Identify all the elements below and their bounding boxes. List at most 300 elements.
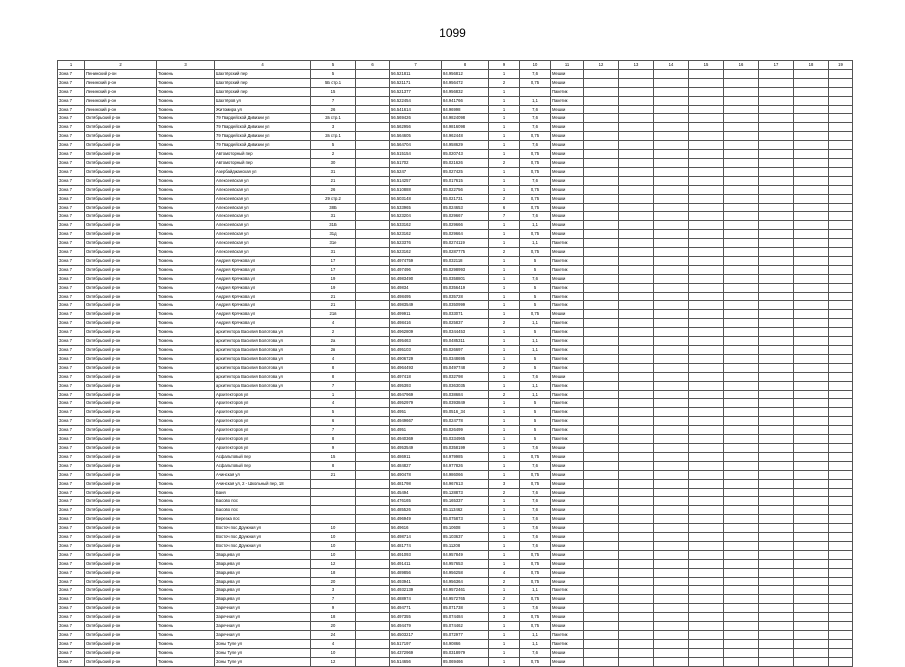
table-cell: Пенинский р-он xyxy=(85,69,157,78)
table-cell: 7,6 xyxy=(520,114,551,123)
table-cell xyxy=(689,497,724,506)
table-cell: 56.491411 xyxy=(390,559,442,568)
table-cell: Зварцева ул xyxy=(215,550,311,559)
table-cell xyxy=(829,604,853,613)
table-row xyxy=(58,533,853,542)
table-cell xyxy=(584,150,619,159)
table-cell xyxy=(724,346,759,355)
table-cell: Зона 7 xyxy=(58,292,85,301)
table-cell: 56.521171 xyxy=(390,78,442,87)
table-cell: 1 xyxy=(489,533,520,542)
table-cell: 21 xyxy=(311,470,356,479)
table-row xyxy=(58,141,853,150)
table-cell: 1 xyxy=(489,515,520,524)
table-cell: Октябрьский р-он xyxy=(85,399,157,408)
table-cell xyxy=(794,132,829,141)
column-header: 5 xyxy=(311,61,356,70)
table-cell: Тюмень xyxy=(157,515,215,524)
table-cell: 1,1 xyxy=(520,221,551,230)
table-cell xyxy=(724,399,759,408)
table-cell: 56.494479 xyxy=(390,622,442,631)
table-cell xyxy=(584,622,619,631)
table-cell: Тюмень xyxy=(157,586,215,595)
table-cell xyxy=(619,435,654,444)
table-cell: 56.515154 xyxy=(390,150,442,159)
table-cell xyxy=(724,230,759,239)
table-cell xyxy=(829,381,853,390)
table-cell: Октябрьский р-он xyxy=(85,622,157,631)
table-cell: Тюмень xyxy=(157,648,215,657)
table-cell xyxy=(654,78,689,87)
table-cell xyxy=(654,443,689,452)
table-cell: 0,75 xyxy=(520,550,551,559)
table-cell: Тюмень xyxy=(157,506,215,515)
table-cell: 56.4949667 xyxy=(390,417,442,426)
table-cell xyxy=(689,132,724,141)
table-cell: Алексеевская ул xyxy=(215,248,311,257)
table-cell: 8 xyxy=(311,372,356,381)
table-cell: Октябрьский р-он xyxy=(85,533,157,542)
table-cell: Октябрьский р-он xyxy=(85,265,157,274)
table-cell: Октябрьский р-он xyxy=(85,283,157,292)
table-cell xyxy=(584,158,619,167)
table-cell: 1 xyxy=(489,221,520,230)
table-cell xyxy=(619,613,654,622)
table-cell xyxy=(829,497,853,506)
table-cell: 19 xyxy=(311,274,356,283)
table-cell xyxy=(584,408,619,417)
table-cell: Тюмень xyxy=(157,176,215,185)
table-cell xyxy=(794,390,829,399)
table-cell: 85.0350999 xyxy=(442,301,489,310)
table-cell: 56.496949 xyxy=(390,515,442,524)
table-cell xyxy=(520,87,551,96)
table-row xyxy=(58,132,853,141)
table-cell: 7,6 xyxy=(520,648,551,657)
table-cell xyxy=(724,194,759,203)
table-cell: Зона 7 xyxy=(58,577,85,586)
table-cell: Октябрьский р-он xyxy=(85,506,157,515)
table-cell xyxy=(584,114,619,123)
table-cell xyxy=(584,506,619,515)
table-cell: 2 xyxy=(311,150,356,159)
table-cell: 56.514257 xyxy=(390,176,442,185)
table-cell xyxy=(584,363,619,372)
table-cell xyxy=(759,390,794,399)
table-cell: 1,1 xyxy=(520,390,551,399)
table-cell: 5 xyxy=(520,265,551,274)
table-cell: Мешки xyxy=(551,443,584,452)
table-cell: 6 xyxy=(311,417,356,426)
table-row xyxy=(58,354,853,363)
table-cell: Мешки xyxy=(551,452,584,461)
table-cell xyxy=(794,158,829,167)
table-cell: 56.497418 xyxy=(390,372,442,381)
table-cell xyxy=(654,283,689,292)
table-cell xyxy=(794,274,829,283)
table-row xyxy=(58,239,853,248)
table-cell: Зона 7 xyxy=(58,141,85,150)
table-cell: 5 xyxy=(520,426,551,435)
table-cell: 2 xyxy=(311,328,356,337)
table-row xyxy=(58,346,853,355)
table-row xyxy=(58,221,853,230)
column-header: 14 xyxy=(654,61,689,70)
table-cell: Мешки xyxy=(551,310,584,319)
column-header: 15 xyxy=(689,61,724,70)
table-cell xyxy=(619,559,654,568)
table-cell xyxy=(654,604,689,613)
table-cell: Тюмень xyxy=(157,461,215,470)
table-cell: 85.026697 xyxy=(442,346,489,355)
table-cell: Андрея Крячкова ул xyxy=(215,283,311,292)
table-cell xyxy=(759,283,794,292)
table-cell: 1 xyxy=(489,381,520,390)
table-cell xyxy=(619,541,654,550)
table-cell: 56.5247 xyxy=(390,167,442,176)
table-cell: 84.956832 xyxy=(442,87,489,96)
table-cell: 56.523204 xyxy=(390,212,442,221)
table-cell xyxy=(356,185,390,194)
table-cell: 1,1 xyxy=(520,337,551,346)
table-cell: 1 xyxy=(489,123,520,132)
table-cell xyxy=(689,292,724,301)
table-cell: Тюмень xyxy=(157,239,215,248)
table-cell xyxy=(689,78,724,87)
table-cell xyxy=(829,399,853,408)
table-cell: Тюмень xyxy=(157,301,215,310)
table-cell xyxy=(794,78,829,87)
table-cell: 2в стр.1 xyxy=(311,132,356,141)
table-cell xyxy=(829,176,853,185)
table-cell xyxy=(724,506,759,515)
table-cell xyxy=(829,390,853,399)
table-cell xyxy=(356,292,390,301)
table-cell xyxy=(724,328,759,337)
table-cell xyxy=(689,452,724,461)
table-cell: Тюмень xyxy=(157,417,215,426)
table-row xyxy=(58,69,853,78)
table-cell: Пакетик xyxy=(551,283,584,292)
table-cell: 1 xyxy=(489,283,520,292)
table-cell xyxy=(689,426,724,435)
table-row xyxy=(58,452,853,461)
table-cell xyxy=(619,631,654,640)
table-cell xyxy=(829,158,853,167)
table-cell xyxy=(829,114,853,123)
table-row xyxy=(58,265,853,274)
table-cell xyxy=(654,426,689,435)
table-cell: Мешки xyxy=(551,69,584,78)
table-cell: 7,6 xyxy=(520,176,551,185)
table-cell: 79 Гвардейской Дивизии ул xyxy=(215,123,311,132)
table-cell: Зона 7 xyxy=(58,354,85,363)
table-cell xyxy=(759,497,794,506)
table-cell xyxy=(724,550,759,559)
table-cell xyxy=(794,399,829,408)
table-cell: Зона 7 xyxy=(58,524,85,533)
table-cell xyxy=(759,274,794,283)
table-cell: 56.498495 xyxy=(390,292,442,301)
table-cell: 31е xyxy=(311,239,356,248)
table-cell: 56.4952979 xyxy=(390,399,442,408)
table-cell xyxy=(759,533,794,542)
table-cell xyxy=(654,123,689,132)
table-cell: 7,6 xyxy=(520,541,551,550)
table-cell xyxy=(794,123,829,132)
table-cell: 56.523162 xyxy=(390,230,442,239)
table-cell: 2в стр.1 xyxy=(311,114,356,123)
table-cell xyxy=(356,390,390,399)
table-cell xyxy=(619,586,654,595)
table-cell xyxy=(759,328,794,337)
table-cell xyxy=(794,221,829,230)
table-cell: 0,75 xyxy=(520,613,551,622)
table-cell xyxy=(654,185,689,194)
table-cell xyxy=(356,488,390,497)
table-cell: Октябрьский р-он xyxy=(85,363,157,372)
table-cell: Октябрьский р-он xyxy=(85,657,157,666)
table-cell: Тюмень xyxy=(157,123,215,132)
table-cell: Зона 7 xyxy=(58,185,85,194)
table-cell: Тюмень xyxy=(157,274,215,283)
table-cell xyxy=(356,176,390,185)
table-cell xyxy=(689,96,724,105)
table-cell: Андрея Крячкова ул xyxy=(215,319,311,328)
table-cell: Пакетик xyxy=(551,435,584,444)
table-cell: 85.021731 xyxy=(442,194,489,203)
table-cell xyxy=(759,150,794,159)
table-cell: Пакетик xyxy=(551,426,584,435)
table-cell xyxy=(654,256,689,265)
table-cell: 1 xyxy=(489,443,520,452)
table-cell: Тюмень xyxy=(157,319,215,328)
table-row xyxy=(58,96,853,105)
table-cell xyxy=(829,595,853,604)
table-cell xyxy=(829,239,853,248)
table-cell xyxy=(829,150,853,159)
table-cell xyxy=(724,372,759,381)
table-cell xyxy=(356,123,390,132)
table-cell xyxy=(356,167,390,176)
table-cell xyxy=(689,515,724,524)
table-cell xyxy=(356,426,390,435)
table-cell: Архитекторов ул xyxy=(215,408,311,417)
table-cell xyxy=(654,167,689,176)
table-row xyxy=(58,417,853,426)
table-cell: Октябрьский р-он xyxy=(85,274,157,283)
table-cell xyxy=(689,158,724,167)
column-header: 16 xyxy=(724,61,759,70)
table-cell: 56.498416 xyxy=(390,319,442,328)
table-cell: Тюмень xyxy=(157,550,215,559)
table-cell xyxy=(584,301,619,310)
table-cell: Тюмень xyxy=(157,408,215,417)
table-cell xyxy=(794,648,829,657)
table-cell xyxy=(759,132,794,141)
table-cell: 56.4947969 xyxy=(390,390,442,399)
table-cell xyxy=(654,541,689,550)
table-cell xyxy=(584,657,619,666)
table-cell xyxy=(724,461,759,470)
table-cell: 31Б xyxy=(311,221,356,230)
table-cell xyxy=(759,488,794,497)
table-cell xyxy=(654,310,689,319)
table-cell: 56.51702 xyxy=(390,158,442,167)
column-header: 3 xyxy=(157,61,215,70)
table-cell: Пакетик xyxy=(551,631,584,640)
table-cell: 56.489856 xyxy=(390,568,442,577)
table-cell xyxy=(584,639,619,648)
table-cell xyxy=(794,194,829,203)
column-header: 10 xyxy=(520,61,551,70)
table-cell xyxy=(759,167,794,176)
table-cell: Алексеевская ул xyxy=(215,176,311,185)
table-row xyxy=(58,230,853,239)
table-cell: 9 xyxy=(311,604,356,613)
table-cell xyxy=(654,69,689,78)
table-cell xyxy=(689,604,724,613)
table-cell xyxy=(619,78,654,87)
table-cell: 1,1 xyxy=(520,381,551,390)
table-cell: Октябрьский р-он xyxy=(85,577,157,586)
table-row xyxy=(58,426,853,435)
table-cell: Пакетик xyxy=(551,639,584,648)
table-cell xyxy=(759,301,794,310)
table-cell xyxy=(794,506,829,515)
table-cell xyxy=(356,648,390,657)
table-row xyxy=(58,212,853,221)
table-cell xyxy=(689,87,724,96)
table-cell: 56.486911 xyxy=(390,452,442,461)
table-cell: 85.165337 xyxy=(442,497,489,506)
table-cell xyxy=(689,221,724,230)
table-cell: 0,75 xyxy=(520,150,551,159)
table-cell xyxy=(619,69,654,78)
table-cell xyxy=(794,150,829,159)
table-cell xyxy=(724,586,759,595)
table-cell: Зона 7 xyxy=(58,123,85,132)
table-cell: 5 xyxy=(520,435,551,444)
table-cell xyxy=(689,248,724,257)
table-cell xyxy=(654,399,689,408)
table-cell xyxy=(794,248,829,257)
table-cell xyxy=(829,622,853,631)
table-cell: Октябрьский р-он xyxy=(85,167,157,176)
table-cell: Пакетик xyxy=(551,346,584,355)
table-cell xyxy=(356,399,390,408)
table-cell: Мешки xyxy=(551,461,584,470)
table-cell: Алексеевская ул xyxy=(215,239,311,248)
table-row xyxy=(58,524,853,533)
table-cell xyxy=(724,408,759,417)
table-cell: Пакетик xyxy=(551,256,584,265)
table-cell xyxy=(356,132,390,141)
table-cell: 4 xyxy=(311,319,356,328)
table-cell xyxy=(724,337,759,346)
table-cell xyxy=(829,524,853,533)
table-cell: 84.967613 xyxy=(442,479,489,488)
table-cell: 85.0485311 xyxy=(442,337,489,346)
table-cell: Октябрьский р-он xyxy=(85,497,157,506)
table-cell: 1 xyxy=(489,230,520,239)
table-cell: Зона 7 xyxy=(58,150,85,159)
table-cell xyxy=(759,372,794,381)
table-cell xyxy=(584,319,619,328)
table-cell: 12 xyxy=(311,657,356,666)
table-cell xyxy=(619,363,654,372)
table-row xyxy=(58,203,853,212)
table-cell: 9 xyxy=(311,443,356,452)
table-cell: Зона 7 xyxy=(58,346,85,355)
table-cell xyxy=(619,399,654,408)
table-cell: Мешки xyxy=(551,274,584,283)
table-row xyxy=(58,515,853,524)
table-cell: 5 xyxy=(311,69,356,78)
table-cell: Мешки xyxy=(551,577,584,586)
table-cell xyxy=(829,167,853,176)
table-cell xyxy=(689,399,724,408)
table-row xyxy=(58,497,853,506)
table-cell xyxy=(619,648,654,657)
table-cell: Октябрьский р-он xyxy=(85,354,157,363)
table-cell xyxy=(654,408,689,417)
table-cell xyxy=(829,488,853,497)
table-cell: Октябрьский р-он xyxy=(85,479,157,488)
table-cell xyxy=(356,479,390,488)
table-cell xyxy=(654,114,689,123)
table-cell: 85.033071 xyxy=(442,310,489,319)
table-cell xyxy=(654,381,689,390)
table-cell: 0,75 xyxy=(520,479,551,488)
table-cell xyxy=(794,265,829,274)
table-cell xyxy=(356,328,390,337)
table-cell: Тюмень xyxy=(157,577,215,586)
table-cell xyxy=(794,408,829,417)
table-cell: 7,6 xyxy=(520,274,551,283)
table-cell xyxy=(654,212,689,221)
table-cell: 1 xyxy=(489,150,520,159)
table-cell xyxy=(794,541,829,550)
table-cell: 0,75 xyxy=(520,132,551,141)
table-cell xyxy=(794,524,829,533)
table-cell xyxy=(829,274,853,283)
table-cell: 19 xyxy=(311,283,356,292)
table-cell: Мешки xyxy=(551,550,584,559)
table-cell xyxy=(724,123,759,132)
table-cell xyxy=(829,221,853,230)
table-cell: Зоны Туле ул xyxy=(215,657,311,666)
table-cell xyxy=(724,203,759,212)
table-cell: 2 xyxy=(489,78,520,87)
table-cell: архитектора Василия Болотова ул xyxy=(215,346,311,355)
table-cell xyxy=(759,96,794,105)
table-cell xyxy=(619,622,654,631)
table-cell: Тюмень xyxy=(157,337,215,346)
table-cell: Зона 7 xyxy=(58,372,85,381)
table-cell: архитектора Василия Болотова ул xyxy=(215,381,311,390)
table-cell: 5 xyxy=(311,408,356,417)
table-cell xyxy=(759,622,794,631)
table-cell xyxy=(794,470,829,479)
table-cell xyxy=(619,479,654,488)
table-cell: Тюмень xyxy=(157,78,215,87)
table-cell: 2 xyxy=(489,194,520,203)
table-cell xyxy=(689,506,724,515)
table-cell: 0,75 xyxy=(520,310,551,319)
table-cell xyxy=(654,550,689,559)
table-cell: Мешки xyxy=(551,515,584,524)
